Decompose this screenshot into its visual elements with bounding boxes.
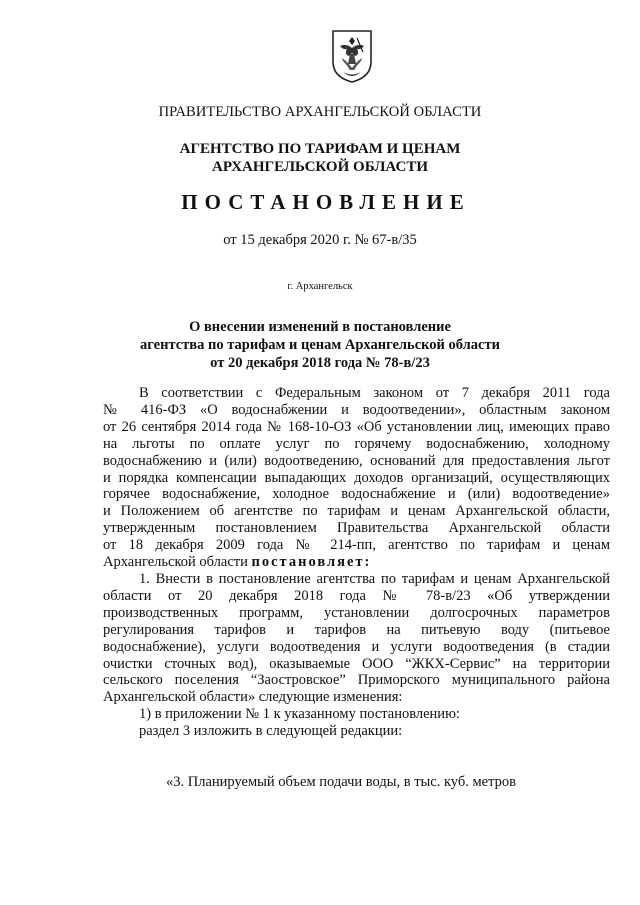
body-line: сельского поселения “Заостровское” Приморского муниципального района — [103, 672, 610, 689]
body-line: от 26 сентября 2014 года № 168-10-ОЗ «Об установлении лиц, имеющих право — [103, 418, 610, 435]
document-title: О внесении изменений в постановление агентства по тарифам и ценам Архангельской области от 20 декабря 2018 года № 78-в/23 — [140, 319, 500, 371]
government-name: ПРАВИТЕЛЬСТВО АРХАНГЕЛЬСКОЙ ОБЛАСТИ — [158, 104, 482, 120]
body-line: водоснабжение), услуги водоотведения и услуги водоотведения (в стадии — [103, 638, 610, 655]
body-line: на льготы по оплате услуг по горячему водоснабжению, холодному — [103, 435, 610, 452]
body-line: утвержденным постановлением Правительства Архангельской области — [103, 520, 610, 537]
body-line: производственных программ, установлении долгосрочных параметров — [103, 604, 610, 621]
body-line: регулирования тарифов и тарифов на питьевую воду (питьевое — [103, 621, 610, 638]
body-line: В соответствии с Федеральным законом от 7 декабря 2011 года — [139, 385, 610, 401]
body-line: и порядка компенсации выпадающих доходов организаций, осуществляющих — [103, 469, 610, 486]
document-body — [103, 385, 610, 740]
body-line: от 18 декабря 2009 года № 214-пп, агентство по тарифам и ценам — [103, 537, 610, 554]
body-line: и Положением об агентстве по тарифам и ценам Архангельской области, — [103, 503, 610, 520]
agency-name: АГЕНТСТВО ПО ТАРИФАМ И ЦЕНАМ АРХАНГЕЛЬСКОЙ ОБЛАСТИ — [179, 141, 461, 175]
body-line: очистки сточных вод), оказываемые ООО “ЖКХ-Сервис” на территории — [103, 655, 610, 672]
document-date-number: от 15 декабря 2020 г. № 67-в/35 — [223, 232, 417, 248]
body-line: Архангельской области» следующие изменения: — [103, 689, 403, 706]
quoted-section-heading: «3. Планируемый объем подачи воды, в тыс. куб. метров — [166, 774, 516, 790]
coat-of-arms-icon — [330, 28, 374, 84]
document-type: ПОСТАНОВЛЕНИЕ — [181, 190, 471, 214]
body-line: 1) в приложении № 1 к указанному постановлению: — [139, 706, 460, 723]
body-line: водоснабжению и (или) водоотведению, оснований для предоставления льгот — [103, 452, 610, 469]
resolution-keyword: постановляет: — [251, 554, 372, 571]
body-line: горячее водоснабжение, холодное водоснабжение и (или) водоотведение» — [103, 486, 610, 503]
document-city: г. Архангельск — [287, 281, 353, 292]
body-line: Архангельской области постановляет: — [103, 554, 372, 571]
body-line: 1. Внести в постановление агентства по тарифам и ценам Архангельской — [139, 570, 610, 587]
body-line: раздел 3 изложить в следующей редакции: — [139, 723, 403, 740]
body-line: № 416-ФЗ «О водоснабжении и водоотведении», областным законом — [103, 401, 610, 418]
body-line: области от 20 декабря 2018 года № 78-в/23 «Об утверждении — [103, 587, 610, 604]
